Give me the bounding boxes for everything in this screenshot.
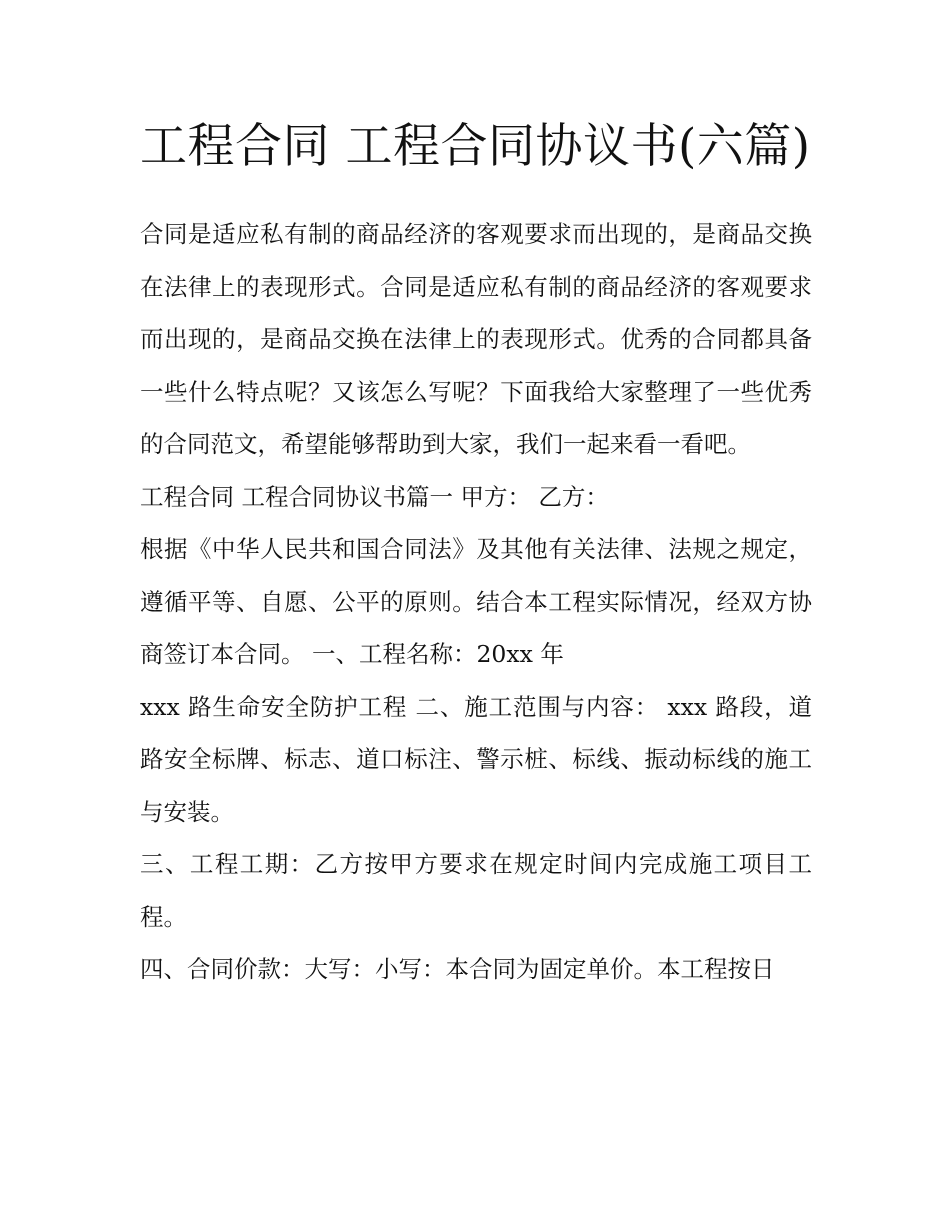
document-title: 工程合同 工程合同协议书(六篇): [140, 119, 811, 174]
document-body: [140, 108, 812, 996]
scope-paragraph: xxx 路生命安全防护工程 二、施工范围与内容： xxx 路段，道路安全标牌、标志、道口标注、警示桩、标线、振动标线的施工与安装。: [140, 692, 812, 826]
intro-paragraph: 合同是适应私有制的商品经济的客观要求而出现的，是商品交换在法律上的表现形式。合同是适应私有制的商品经济的客观要求而出现的，是商品交换在法律上的表现形式。优秀的合同都具备一些什么特点呢？又该怎么写呢？下面我给大家整理了一些优秀的合同范文，希望能够帮助到大家，我们一起来看一看吧。: [140, 220, 812, 458]
price-paragraph: 四、合同价款：大写：小写：本合同为固定单价。本工程按日: [140, 955, 775, 983]
contract-heading-paragraph: 工程合同 工程合同协议书篇一 甲方： 乙方：: [140, 482, 609, 511]
legal-basis-paragraph: 根据《中华人民共和国合同法》及其他有关法律、法规之规定，遵循平等、自愿、公平的原则。结合本工程实际情况，经双方协商签订本合同。 一、工程名称：20xx 年: [140, 535, 812, 668]
duration-paragraph: 三、工程工期：乙方按甲方要求在规定时间内完成施工项目工程。: [140, 850, 812, 931]
